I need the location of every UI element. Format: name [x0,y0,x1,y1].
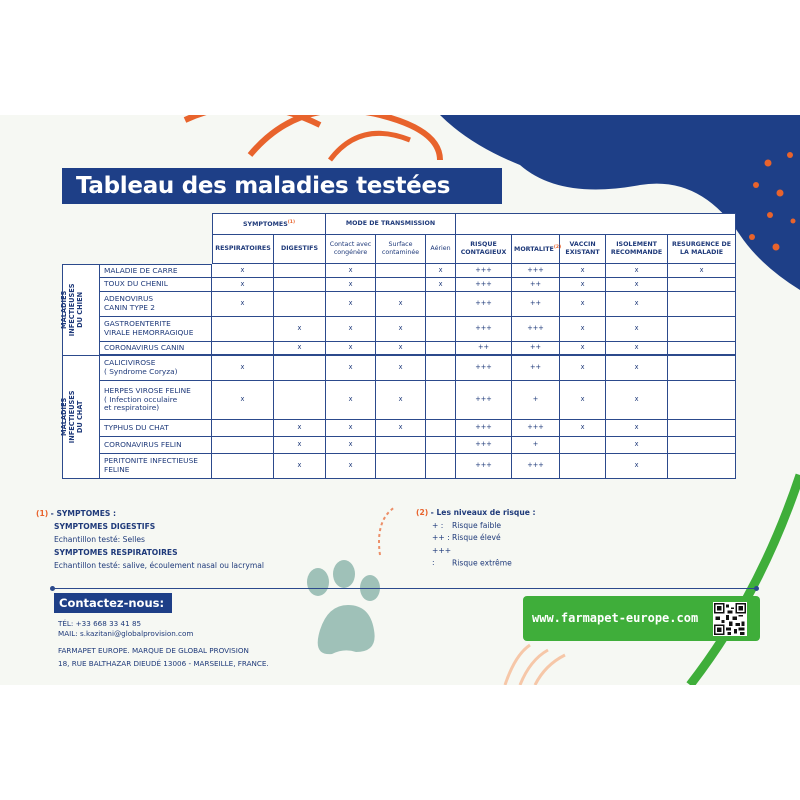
table-cell: x [560,292,606,317]
disease-name: CORONAVIRUS CANIN [100,342,212,356]
table-cell [212,454,274,479]
disease-name: GASTROENTERITE VIRALE HEMORRAGIQUE [100,317,212,342]
table-cell: ++ [512,356,560,381]
table-cell: x [376,292,426,317]
table-cell: x [606,317,668,342]
table-cell [668,381,736,420]
disease-name: CALICIVIROSE ( Syndrome Coryza) [100,356,212,381]
table-cell: x [560,420,606,437]
disease-name: CORONAVIRUS FELIN [100,437,212,454]
table-cell [426,420,456,437]
table-cell [668,420,736,437]
disease-name: HERPES VIROSE FELINE ( Infection occulaire et respiratoire) [100,381,212,420]
table-row [62,381,736,420]
table-cell [426,454,456,479]
sheet [0,115,800,685]
note-heading: - Les niveaux de risque : [430,508,536,517]
note-heading: - SYMPTOMES : [50,509,117,518]
table-cell [212,342,274,356]
table-cell: x [274,437,326,454]
qr-code-icon [713,602,747,636]
table-cell: ++ [512,278,560,292]
table-row [62,317,736,342]
table-cell: x [274,317,326,342]
group-header-transmission: MODE DE TRANSMISSION [326,213,456,235]
table-cell: +++ [456,437,512,454]
table-row [62,264,736,278]
col-header-digestifs: DIGESTIFS [274,235,326,264]
paw-print-icon [298,560,388,665]
table-cell: x [326,264,376,278]
table-cell [274,356,326,381]
table-cell [668,437,736,454]
table-cell: x [560,356,606,381]
respiratory-text: Echantillon testé: salive, écoulement nasal ou lacrymal [54,561,265,570]
table-cell [426,437,456,454]
table-cell: x [326,278,376,292]
table-cell: x [376,381,426,420]
table-cell: x [606,292,668,317]
table-cell [668,278,736,292]
table-cell: x [560,264,606,278]
digestive-text: Echantillon testé: Selles [54,535,145,544]
table-cell: x [326,420,376,437]
col-header-vaccin: VACCIN EXISTANT [560,235,606,264]
table-cell: x [376,356,426,381]
table-cell [376,437,426,454]
table-cell [376,264,426,278]
table-cell: +++ [512,264,560,278]
table-cell [376,454,426,479]
table-cell: x [560,278,606,292]
table-row [62,437,736,454]
table-cell: x [606,420,668,437]
table-cell [426,317,456,342]
table-cell: +++ [456,381,512,420]
disease-name: PERITONITE INFECTIEUSE FELINE [100,454,212,479]
table-cell [668,454,736,479]
table-cell: x [326,317,376,342]
table-cell [212,317,274,342]
website-banner[interactable] [523,596,760,641]
table-cell [668,292,736,317]
table-cell: x [606,454,668,479]
contact-title: Contactez-nous: [54,593,172,613]
table-cell: ++ [512,342,560,356]
table-cell: +++ [456,317,512,342]
col-header-risque: RISQUE CONTAGIEUX [456,235,512,264]
note-marker: (1) [36,509,49,518]
divider-line [52,588,758,589]
respiratory-title: SYMPTOMES RESPIRATOIRES [54,548,178,557]
group-header-symptomes: SYMPTOMES$^{(1)}$ [212,213,326,235]
table-cell [212,420,274,437]
table-row [62,454,736,479]
disease-table [62,213,736,479]
table-cell: x [212,356,274,381]
table-cell: x [606,278,668,292]
table-cell: x [212,381,274,420]
website-link[interactable]: www.farmapet-europe.com [532,611,699,625]
table-cell: x [606,342,668,356]
table-cell: x [668,264,736,278]
table-cell [560,437,606,454]
symptoms-notes [36,507,264,572]
note-marker: (2) [416,508,429,517]
table-row [62,278,736,292]
table-cell: x [426,264,456,278]
table-cell: x [274,420,326,437]
table-cell [668,342,736,356]
category-label: MALADIES INFECTIEUSES DU CHAT [62,356,100,479]
table-cell: x [560,342,606,356]
disease-name: MALADIE DE CARRE [100,264,212,278]
category-label: MALADIES INFECTIEUSES DU CHIEN [62,264,100,356]
table-cell: ++ [512,292,560,317]
table-cell: x [326,454,376,479]
table-cell: +++ [456,420,512,437]
table-cell [212,437,274,454]
group-header-empty [456,213,736,235]
risk-level-item: + : Risque faible [432,520,502,530]
divider-dot [754,586,759,591]
col-header-respiratoires: RESPIRATOIRES [212,235,274,264]
table-cell [426,356,456,381]
table-cell [376,278,426,292]
table-cell: +++ [456,264,512,278]
table-cell: x [326,356,376,381]
table-cell: x [426,278,456,292]
table-cell: x [326,342,376,356]
table-cell [668,356,736,381]
table-cell: x [274,454,326,479]
table-cell [274,381,326,420]
risk-notes [416,507,536,570]
table-cell: +++ [456,278,512,292]
table-cell: x [326,292,376,317]
table-cell: x [376,342,426,356]
table-cell: +++ [456,454,512,479]
table-cell: x [606,437,668,454]
table-cell: x [606,264,668,278]
table-cell: +++ [512,317,560,342]
table-cell: x [606,356,668,381]
col-header-surface: Surface contaminée [376,235,426,264]
risk-level-item: +++ : Risque extrême [432,545,512,567]
col-header-aerien: Aérien [426,235,456,264]
table-cell [426,381,456,420]
table-row [62,342,736,356]
disease-name: ADENOVIRUS CANIN TYPE 2 [100,292,212,317]
table-cell: x [326,381,376,420]
table-body [62,264,736,479]
contact-address: 18, RUE BALTHAZAR DIEUDÉ 13006 - MARSEILLE, FRANCE. [58,659,269,668]
contact-phone: TÉL: +33 668 33 41 85 [58,619,142,628]
table-cell: x [376,420,426,437]
table-cell [668,317,736,342]
table-cell: x [212,278,274,292]
table-cell: x [274,342,326,356]
table-cell [274,292,326,317]
col-header-resurgence: RESURGENCE DE LA MALADIE [668,235,736,264]
table-cell [274,264,326,278]
table-cell [560,454,606,479]
table-cell: x [560,317,606,342]
disease-name: TYPHUS DU CHAT [100,420,212,437]
disease-table-wrapper [62,213,736,479]
table-cell: ++ [456,342,512,356]
table-cell: +++ [512,454,560,479]
disease-name: TOUX DU CHENIL [100,278,212,292]
table-cell: x [606,381,668,420]
col-header-mortalite: MORTALITE$^{(2)}$ [512,235,560,264]
table-cell: + [512,381,560,420]
table-cell: x [212,264,274,278]
table-cell [426,342,456,356]
table-cell: x [212,292,274,317]
table-column-header-row [62,235,736,264]
digestive-title: SYMPTOMES DIGESTIFS [54,522,156,531]
table-cell: +++ [456,292,512,317]
col-header-contact: Contact avec congénère [326,235,376,264]
risk-level-item: ++ : Risque élevé [432,533,501,542]
contact-company: FARMAPET EUROPE. MARQUE DE GLOBAL PROVISION [58,646,249,655]
table-cell: +++ [512,420,560,437]
divider-dot [50,586,55,591]
table-row [62,420,736,437]
contact-info [58,617,269,670]
table-row [62,292,736,317]
table-cell [274,278,326,292]
table-cell: x [326,437,376,454]
col-header-isolement: ISOLEMENT RECOMMANDE [606,235,668,264]
table-cell [426,292,456,317]
contact-email[interactable]: MAIL: s.kazitani@globalprovision.com [58,629,194,638]
table-cell: x [376,317,426,342]
table-cell: +++ [456,356,512,381]
table-group-header-row [62,213,736,235]
table-row [62,356,736,381]
table-cell: x [560,381,606,420]
page-title: Tableau des maladies testées [62,168,502,204]
table-cell: + [512,437,560,454]
